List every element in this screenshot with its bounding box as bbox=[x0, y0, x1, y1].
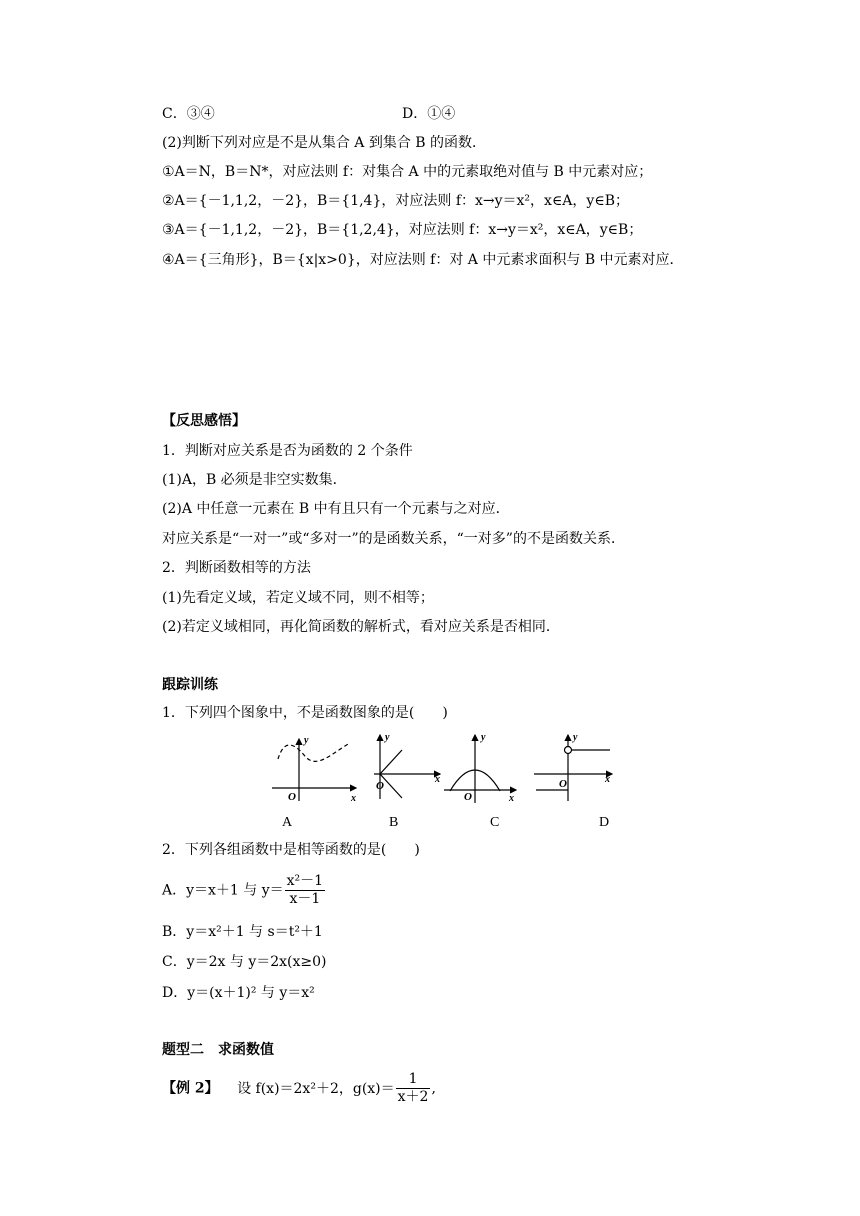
graph-c-origin: O bbox=[464, 791, 472, 803]
reflection-line-2: (1)A，B 必须是非空实数集． bbox=[162, 472, 347, 488]
graph-label-c: C bbox=[490, 815, 500, 830]
question-2-item-3: ③A＝{－1,1,2，－2}，B＝{1,2,4}，对应法则 f：x→y＝x²，x∈A，y∈B； bbox=[162, 222, 643, 238]
reflection-line-5: 2．判断函数相等的方法 bbox=[162, 560, 311, 576]
graph-c bbox=[444, 732, 516, 803]
option-a-numerator: x²－1 bbox=[286, 873, 324, 889]
question-2-item-1: ①A＝N，B＝N*，对应法则 f：对集合 A 中的元素取绝对值与 B 中元素对应； bbox=[162, 164, 653, 180]
graph-a-y: y bbox=[304, 735, 309, 746]
graph-d-x: x bbox=[605, 774, 610, 785]
graph-c-x: x bbox=[509, 793, 514, 803]
practice-option-a bbox=[162, 873, 326, 908]
graph-b-origin: O bbox=[376, 780, 384, 792]
graph-d-origin: O bbox=[559, 778, 567, 790]
practice-heading: 跟踪训练 bbox=[162, 677, 218, 693]
graph-a-x: x bbox=[351, 793, 356, 803]
option-c: C．③④ bbox=[162, 106, 215, 122]
example-2-numerator: 1 bbox=[396, 1071, 431, 1089]
graph-d-y: y bbox=[573, 732, 578, 743]
graph-a bbox=[272, 735, 356, 803]
reflection-line-6: (1)先看定义域，若定义域不同，则不相等； bbox=[162, 590, 434, 606]
practice-option-d: D．y＝(x＋1)² 与 y＝x² bbox=[162, 985, 315, 1001]
practice-option-c: C．y＝2x 与 y＝2x(x≥0) bbox=[162, 954, 327, 970]
graph-a-origin: O bbox=[288, 791, 296, 803]
question-2-item-4: ④A＝{三角形}，B＝{x|x>0}，对应法则 f：对 A 中元素求面积与 B 中元素对应． bbox=[162, 252, 684, 268]
option-a-fraction bbox=[285, 873, 325, 908]
practice-question-2: 2．下列各组函数中是相等函数的是( ) bbox=[162, 842, 420, 858]
option-a-text: A．y＝x＋1 与 y＝ bbox=[162, 882, 284, 899]
function-graphs bbox=[268, 731, 618, 803]
graph-d bbox=[534, 732, 612, 801]
reflection-line-3: (2)A 中任意一元素在 B 中有且只有一个元素与之对应． bbox=[162, 501, 510, 517]
practice-question-1: 1．下列四个图象中，不是函数图象的是( ) bbox=[162, 705, 448, 721]
question-2-intro: (2)判断下列对应是不是从集合 A 到集合 B 的函数． bbox=[162, 135, 487, 151]
graph-label-a: A bbox=[282, 815, 293, 830]
graph-label-d: D bbox=[599, 815, 610, 830]
example-2-label: 【例 2】 bbox=[162, 1080, 219, 1097]
graph-b-x: x bbox=[435, 774, 440, 785]
example-2-text: 设 f(x)＝2x²＋2，g(x)＝ bbox=[237, 1080, 395, 1097]
reflection-heading: 【反思感悟】 bbox=[162, 413, 246, 429]
example-2-end: , bbox=[431, 1080, 436, 1097]
reflection-line-4: 对应关系是“一对一”或“多对一”的是函数关系，“一对多”的不是函数关系． bbox=[162, 531, 625, 547]
graph-b bbox=[374, 732, 440, 799]
type2-heading: 题型二 求函数值 bbox=[162, 1042, 274, 1058]
example-2-fraction bbox=[396, 1071, 431, 1106]
example-2 bbox=[162, 1071, 436, 1106]
question-2-item-2: ②A＝{－1,1,2，－2}，B＝{1,4}，对应法则 f：x→y＝x²，x∈A，y∈B； bbox=[162, 193, 629, 209]
graph-c-y: y bbox=[481, 732, 486, 743]
option-a-denominator: x－1 bbox=[289, 891, 321, 907]
graph-b-y: y bbox=[385, 732, 390, 743]
option-d: D．①④ bbox=[402, 106, 456, 122]
practice-option-b: B．y＝x²＋1 与 s＝t²＋1 bbox=[162, 924, 323, 940]
graph-label-b: B bbox=[389, 815, 399, 830]
example-2-denominator: x＋2 bbox=[397, 1089, 429, 1105]
reflection-line-7: (2)若定义域相同，再化简函数的解析式，看对应关系是否相同． bbox=[162, 619, 560, 635]
reflection-line-1: 1．判断对应关系是否为函数的 2 个条件 bbox=[162, 443, 413, 459]
